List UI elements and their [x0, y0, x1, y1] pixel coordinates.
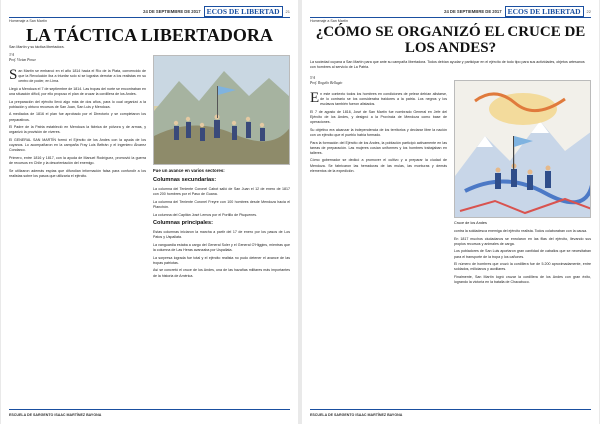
illustration-army — [153, 55, 290, 165]
byline-label: 5ºA — [310, 76, 316, 80]
article-column-1 — [9, 69, 146, 404]
byline — [9, 53, 129, 63]
page-number: 22 — [586, 8, 591, 14]
paragraph: La preparación del ejército llevó algo más de dos años, para lo cual organizó a la población y obtuvo recursos de San Juan, San Luis y Mendoza. — [9, 99, 146, 109]
page-number: 21 — [285, 8, 290, 14]
magazine-logo: ECOS DE LIBERTAD — [505, 6, 584, 17]
header-rule — [310, 17, 591, 18]
paragraph: contra la soldadesca enemiga del ejército realista. Todos colaboraban con la causa. — [454, 229, 588, 233]
byline-label: 3ºA — [9, 53, 15, 57]
byline-author: Prof. Rogelio Bellagio — [310, 81, 343, 86]
paragraph: A mediados de 1816 el plan fue aprobado por el Directorio y se completaron los preparativos. — [9, 112, 146, 122]
drop-cap: E — [310, 92, 320, 106]
paragraph: Para la formación del Ejército de los Andes, la población participó activamente en las tareas de preparación. Las mujeres cosían uniformes y los hombres trabajaban en talleres. — [310, 140, 447, 155]
paragraph: n este contexto todos los hombres en condiciones de pelear debían alistarse, de lo contrario se los consideraba traidores a la patria. Los negros y los esclavos también fueron alistados. — [320, 92, 447, 107]
page-footer: ESCUELA DE SARGENTO ISAAC MARTÍNEZ BAYONA — [9, 413, 102, 417]
byline-author: Prof. Vivian Ponce — [9, 58, 37, 63]
article-subtitle: La sociedad cuyana a San Martín para que ante su campaña libertadora. Todos debían ayudar y participar en el ejército de todo tipo para sus actividades, objetos artesanos con hombres al servicio de La Patria. — [310, 60, 585, 69]
illustration-caption: Fue un avance en varios sectores: — [153, 168, 225, 173]
illustration-caption: Cruce de los Andes — [454, 221, 487, 225]
article-title: LA TÁCTICA LIBERTADORA — [26, 25, 273, 45]
header-rule — [9, 17, 290, 18]
article-kicker: Homenaje a San Martín — [310, 19, 348, 23]
article-column-2 — [153, 176, 290, 404]
paragraph: El GENERAL SAN MARTÍN formó el Ejército de los Andes con la ayuda de los cuyanos. Lo acompañaron en la campaña Fray Luis Beltrán y el ingeniero Álvarez Condarco. — [9, 138, 146, 153]
paragraph: an Martín se embarcó en el año 1814 hacia el Río de la Plata, convencido de que la Revolución iba a triunfar solo si se lograba derrotar a los realistas en su centro de poder, en Lima. — [18, 69, 146, 84]
paragraph: Se utilizaron además espías que difundían información falsa para confundir a los realistas sobre los pasos que utilizaría el ejército. — [9, 168, 146, 178]
paragraph: El 7 de agosto de 1816, José de San Martín fue nombrado General en Jefe del Ejército de los Andes, y designó a la Provincia de Mendoza como base de operaciones. — [310, 109, 447, 125]
illustration-crossing — [454, 80, 591, 218]
page-header — [143, 6, 290, 16]
paragraph: Su objetivo era alcanzar la independencia de los territorios y declarar libre la nación con un ejército que el pueblo había formado. — [310, 127, 447, 137]
drop-cap: S — [9, 69, 18, 83]
andes-crossing-illustration — [455, 81, 591, 218]
header-date: 24 DE SEPTIEMBRE DE 2017 — [143, 8, 201, 14]
byline — [310, 76, 430, 86]
section-heading: Columnas principales: — [153, 220, 213, 227]
footer-rule — [310, 409, 591, 410]
paragraph: Primero, entre 1816 y 1817, con la ayuda de Manuel Rodríguez, promovió la guerra de recursos en Chile y la desorientación del enemigo. — [9, 155, 146, 165]
paragraph: La sorpresa lograda fue total y el ejército realista no pudo detener el avance de las tropas patriotas. — [153, 255, 290, 265]
soldiers-illustration — [154, 56, 290, 165]
section-heading: Columnas secundarias: — [153, 177, 217, 183]
paragraph: La columna del Capitán José Lemos por el Portillo de Piuquenes. — [153, 212, 258, 217]
header-date: 24 DE SEPTIEMBRE DE 2017 — [444, 8, 502, 14]
page-header — [444, 6, 591, 16]
article-column-1 — [310, 92, 447, 404]
paragraph: Estas columnas iniciaron la marcha a partir del 17 de enero por los pasos de Los Patos y Uspallata. — [153, 230, 290, 240]
paragraph: La columna del Teniente Coronel Cabot salió de San Juan el 12 de enero de 1817 con 200 hombres por el Paso de Guana. — [153, 186, 290, 197]
paragraph: Los pobladores de San Luis aportaron gran cantidad de caballos que se necesitaban para el transporte de la tropa y los cañones. — [454, 249, 591, 259]
article-column-2 — [454, 229, 591, 404]
left-page — [1, 0, 298, 424]
paragraph: El Padre de la Patria estableció en Mendoza la fábrica de pólvora y de armas, y organizó la provisión de víveres. — [9, 125, 146, 135]
magazine-logo: ECOS DE LIBERTAD — [204, 6, 283, 17]
paragraph: Cómo gobernador se dedicó a promover el cultivo y a preparar la ciudad de Mendoza. Se fabricaron las herraduras de las mulas, las monturas y demás elementos de la expedición. — [310, 158, 447, 173]
paragraph: Llegó a Mendoza el 7 de septiembre de 1814. Las tropas del norte se encontraban en una situación difícil, por ello propuso el plan de cruzar la cordillera de los Andes. — [9, 86, 146, 96]
article-subtitle: San Martín y su táctica libertadora. — [9, 45, 65, 49]
paragraph: Finalmente, San Martín logró cruzar la cordillera de los Andes con gran éxito, logrando la victoria en la batalla de Chacabuco. — [454, 275, 591, 285]
article-kicker: Homenaje a San Martín — [9, 19, 47, 23]
right-page — [302, 0, 599, 424]
page-footer: ESCUELA DE SARGENTO ISAAC MARTÍNEZ BAYONA — [310, 413, 403, 417]
paragraph: La columna del Teniente Coronel Freyre con 100 hombres desde Mendoza hacia el Planchón. — [153, 199, 290, 209]
paragraph: Así se concretó el cruce de los Andes, una de las hazañas militares más importantes de la historia de América. — [153, 268, 290, 278]
footer-rule — [9, 409, 290, 410]
paragraph: En 1817 muchos ciudadanos se enrolaron en las filas del ejército, llevando sus propios recursos y animales de carga. — [454, 236, 591, 246]
paragraph: El número de hombres que cruzó la cordillera fue de 5.200 aproximadamente, entre soldados, milicianos y auxiliares. — [454, 262, 591, 272]
article-title: ¿CÓMO SE ORGANIZÓ EL CRUCE DE LOS ANDES? — [315, 24, 586, 56]
paragraph: La vanguardia estaba a cargo del General Soler y el General O'Higgins, mientras que la columna de Las Heras avanzaba por Uspallata. — [153, 242, 290, 252]
